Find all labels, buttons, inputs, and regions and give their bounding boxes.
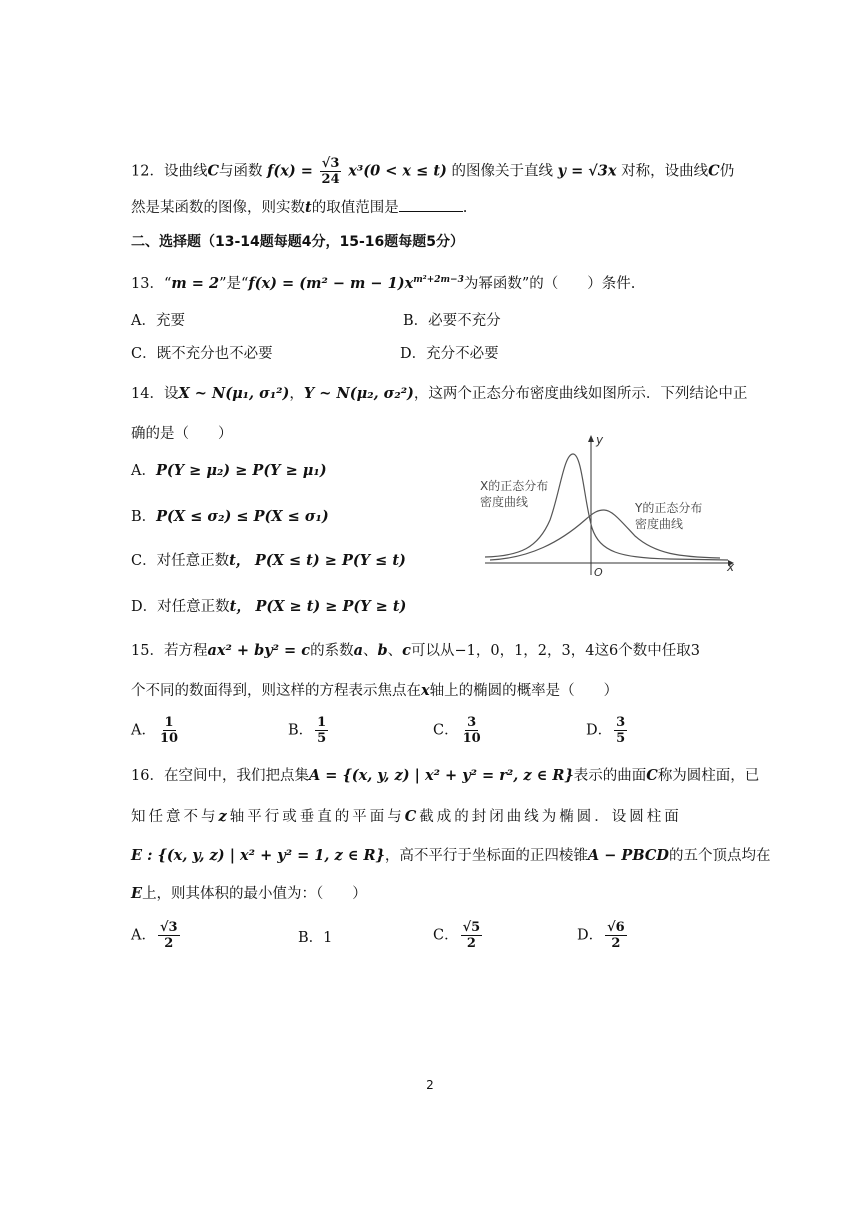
normal-curves-figure <box>470 430 745 580</box>
option-fraction <box>158 715 180 746</box>
q13-option-d: D．充分不必要 <box>400 346 499 362</box>
q16-option-a <box>131 920 182 951</box>
section-title: 二、选择题（13-14题每题4分，15-16题每题5分） <box>131 234 465 250</box>
q15-text: 这6个数中任取3 <box>594 643 700 659</box>
option-fraction <box>158 920 180 951</box>
q14-stem-1 <box>131 383 747 405</box>
q16-option-c <box>433 920 484 951</box>
q14-option-a <box>131 460 327 482</box>
q12-text: 对称，设曲线 <box>621 163 709 180</box>
q16-stem-1 <box>131 765 759 787</box>
q16-text: 称为圆柱面，已 <box>657 768 760 784</box>
q16-text: 截成的封闭曲线为椭圆．设圆柱面 <box>419 809 682 825</box>
func-lhs: f(x) = <box>267 162 313 180</box>
option-label: C． <box>433 722 459 739</box>
q16-text: 16．在空间中，我们把点集 <box>131 768 309 784</box>
option-label: B． <box>131 509 157 525</box>
q13-option-b: B．必要不充分 <box>403 313 501 329</box>
option-fraction <box>614 715 627 746</box>
var-t: t <box>305 199 312 216</box>
option-fraction <box>315 715 328 746</box>
x-curve-label-2: 密度曲线 <box>480 495 529 509</box>
origin-label: O <box>594 566 603 579</box>
var-C: C <box>708 162 720 180</box>
option-label: A． <box>131 463 156 479</box>
var-C: C <box>207 162 219 180</box>
y-axis-arrow <box>588 435 594 442</box>
q16-text: ，高不平行于坐标面的正四棱锥 <box>384 848 588 864</box>
var-t: t， <box>229 598 251 615</box>
q13-text: 13．“ <box>131 275 172 292</box>
q15-option-b <box>288 715 330 746</box>
option-expr: P(Y ≥ μ₂) ≥ P(Y ≥ μ₁) <box>155 462 327 479</box>
option-label: D． <box>586 722 613 739</box>
q13-exp: m²+2m−3 <box>413 275 464 285</box>
q12-text: 的取值范围是 <box>311 200 399 216</box>
q13-func: f(x) = (m² − m − 1)x <box>248 274 414 292</box>
q14-text: ， <box>289 386 304 402</box>
var-a: a <box>353 642 363 659</box>
q14-option-c <box>131 550 406 572</box>
frac-num: 3 <box>616 715 626 730</box>
var-b: b <box>377 642 388 659</box>
q14-option-b <box>131 506 329 528</box>
line-eq: y = √3x <box>557 162 617 180</box>
q16-option-d <box>577 920 629 951</box>
y-density-curve <box>490 510 720 560</box>
var-c: c <box>402 642 411 659</box>
func-rhs: x³(0 < x ≤ t) <box>348 162 447 180</box>
frac-num: 3 <box>467 715 477 730</box>
frac-den: 10 <box>462 731 481 746</box>
frac-den: 2 <box>466 936 476 951</box>
q14-text: ，这两个正态分布密度曲线如图所示．下列结论中正 <box>413 386 748 402</box>
option-fraction <box>461 715 483 746</box>
q13-text: 为幂函数”的（ ）条件. <box>463 275 636 292</box>
set-e: E : {(x, y, z) | x² + y² = 1, z ∈ R} <box>131 847 385 864</box>
frac-den: 5 <box>317 731 327 746</box>
option-label: D． <box>577 927 604 944</box>
x-curve-label-1: X的正态分布 <box>480 479 549 493</box>
q15-stem-1 <box>131 640 700 662</box>
frac-den: 5 <box>616 731 626 746</box>
option-fraction <box>605 920 627 951</box>
q12-line-1 <box>131 156 734 187</box>
y-curve-label-1: Y的正态分布 <box>635 501 703 515</box>
q15-text: 15．若方程 <box>131 643 208 659</box>
q15-text: 个不同的数面得到，则这样的方程表示焦点在 <box>131 683 421 699</box>
func-fraction <box>320 156 342 187</box>
option-expr: P(X ≤ σ₂) ≤ P(X ≤ σ₁) <box>156 508 329 525</box>
option-label: C． <box>433 927 459 944</box>
q16-stem-2 <box>131 806 682 828</box>
q16-option-b: B．1 <box>298 930 333 946</box>
q15-option-d <box>586 715 629 746</box>
y-dist: Y ~ N(μ₂, σ₂²) <box>303 385 414 402</box>
option-label: A． <box>131 722 156 739</box>
q15-nums: −1，0，1，2，3，4 <box>454 643 595 659</box>
var-x: x <box>421 682 430 699</box>
q13-text: ”是“ <box>219 275 249 292</box>
set-a: A = {(x, y, z) | x² + y² = r², z ∈ R} <box>308 767 574 784</box>
q12-text: 的图像关于直线 <box>451 163 553 180</box>
q12-line-2 <box>131 197 467 219</box>
frac-den: 24 <box>321 172 340 187</box>
q15-text: 、 <box>387 643 403 659</box>
q13-stem <box>131 269 635 295</box>
q12-text: 仍 <box>719 163 735 180</box>
frac-den: 2 <box>611 936 621 951</box>
option-fraction <box>461 920 483 951</box>
frac-num: √6 <box>607 920 625 935</box>
frac-den: 10 <box>159 731 179 746</box>
q15-text: 轴上的椭圆的概率是（ ） <box>429 683 619 699</box>
option-label: B． <box>288 722 314 739</box>
x-dist: X ~ N(μ₁, σ₁²) <box>178 385 290 402</box>
q16-text: 的五个顶点均在 <box>668 848 771 864</box>
q12-text: 12．设曲线 <box>131 163 208 180</box>
y-curve-label-2: 密度曲线 <box>635 517 684 531</box>
q12-text: . <box>462 200 468 216</box>
option-label: A． <box>131 927 156 944</box>
frac-den: 2 <box>164 936 174 951</box>
option-expr: P(X ≤ t) ≥ P(Y ≤ t) <box>254 552 406 569</box>
q16-text: 知任意不与 <box>131 809 219 825</box>
option-expr: P(X ≥ t) ≥ P(Y ≥ t) <box>255 598 407 615</box>
q15-option-c <box>433 715 485 746</box>
m-eq: m = 2 <box>171 274 220 292</box>
q14-text: 14．设 <box>131 386 179 402</box>
axis-y-label: y <box>596 433 604 447</box>
var-z: z <box>218 808 230 825</box>
frac-num: 1 <box>164 715 174 730</box>
frac-num: √3 <box>159 920 178 935</box>
q16-stem-4 <box>131 883 367 905</box>
q15-text: 、 <box>363 643 378 659</box>
q15-stem-2 <box>131 680 618 702</box>
var-C: C <box>646 767 658 784</box>
q13-option-c: C．既不充分也不必要 <box>131 346 273 362</box>
q15-option-a <box>131 715 182 746</box>
q16-stem-3 <box>131 845 770 867</box>
q12-text: 与函数 <box>219 163 263 180</box>
q14-option-d <box>131 596 406 618</box>
frac-num: √5 <box>462 920 481 935</box>
q12-text: 然是某函数的图像，则实数 <box>131 200 305 216</box>
page-number: 2 <box>426 1078 434 1092</box>
q15-text: 的系数 <box>310 643 354 659</box>
option-label: C．对任意正数 <box>131 553 230 569</box>
q16-text: 表示的曲面 <box>573 768 647 784</box>
q16-text: 轴平行或垂直的平面与 <box>229 809 405 825</box>
q15-text: 可以从 <box>410 643 455 659</box>
answer-blank <box>399 197 463 212</box>
var-t: t， <box>229 552 251 569</box>
q15-eq: ax² + by² = c <box>207 642 311 659</box>
var-E: E <box>131 885 143 902</box>
q14-stem-2: 确的是（ ） <box>131 426 233 442</box>
axis-x-label: x <box>727 560 735 574</box>
frac-num: 1 <box>317 715 327 730</box>
frac-num: √3 <box>321 156 340 171</box>
var-C: C <box>404 808 420 825</box>
pyramid: A − PBCD <box>587 847 669 864</box>
q16-text: 上，则其体积的最小值为：（ ） <box>142 886 367 902</box>
option-label: D．对任意正数 <box>131 599 230 615</box>
q13-option-a: A．充要 <box>131 313 185 329</box>
